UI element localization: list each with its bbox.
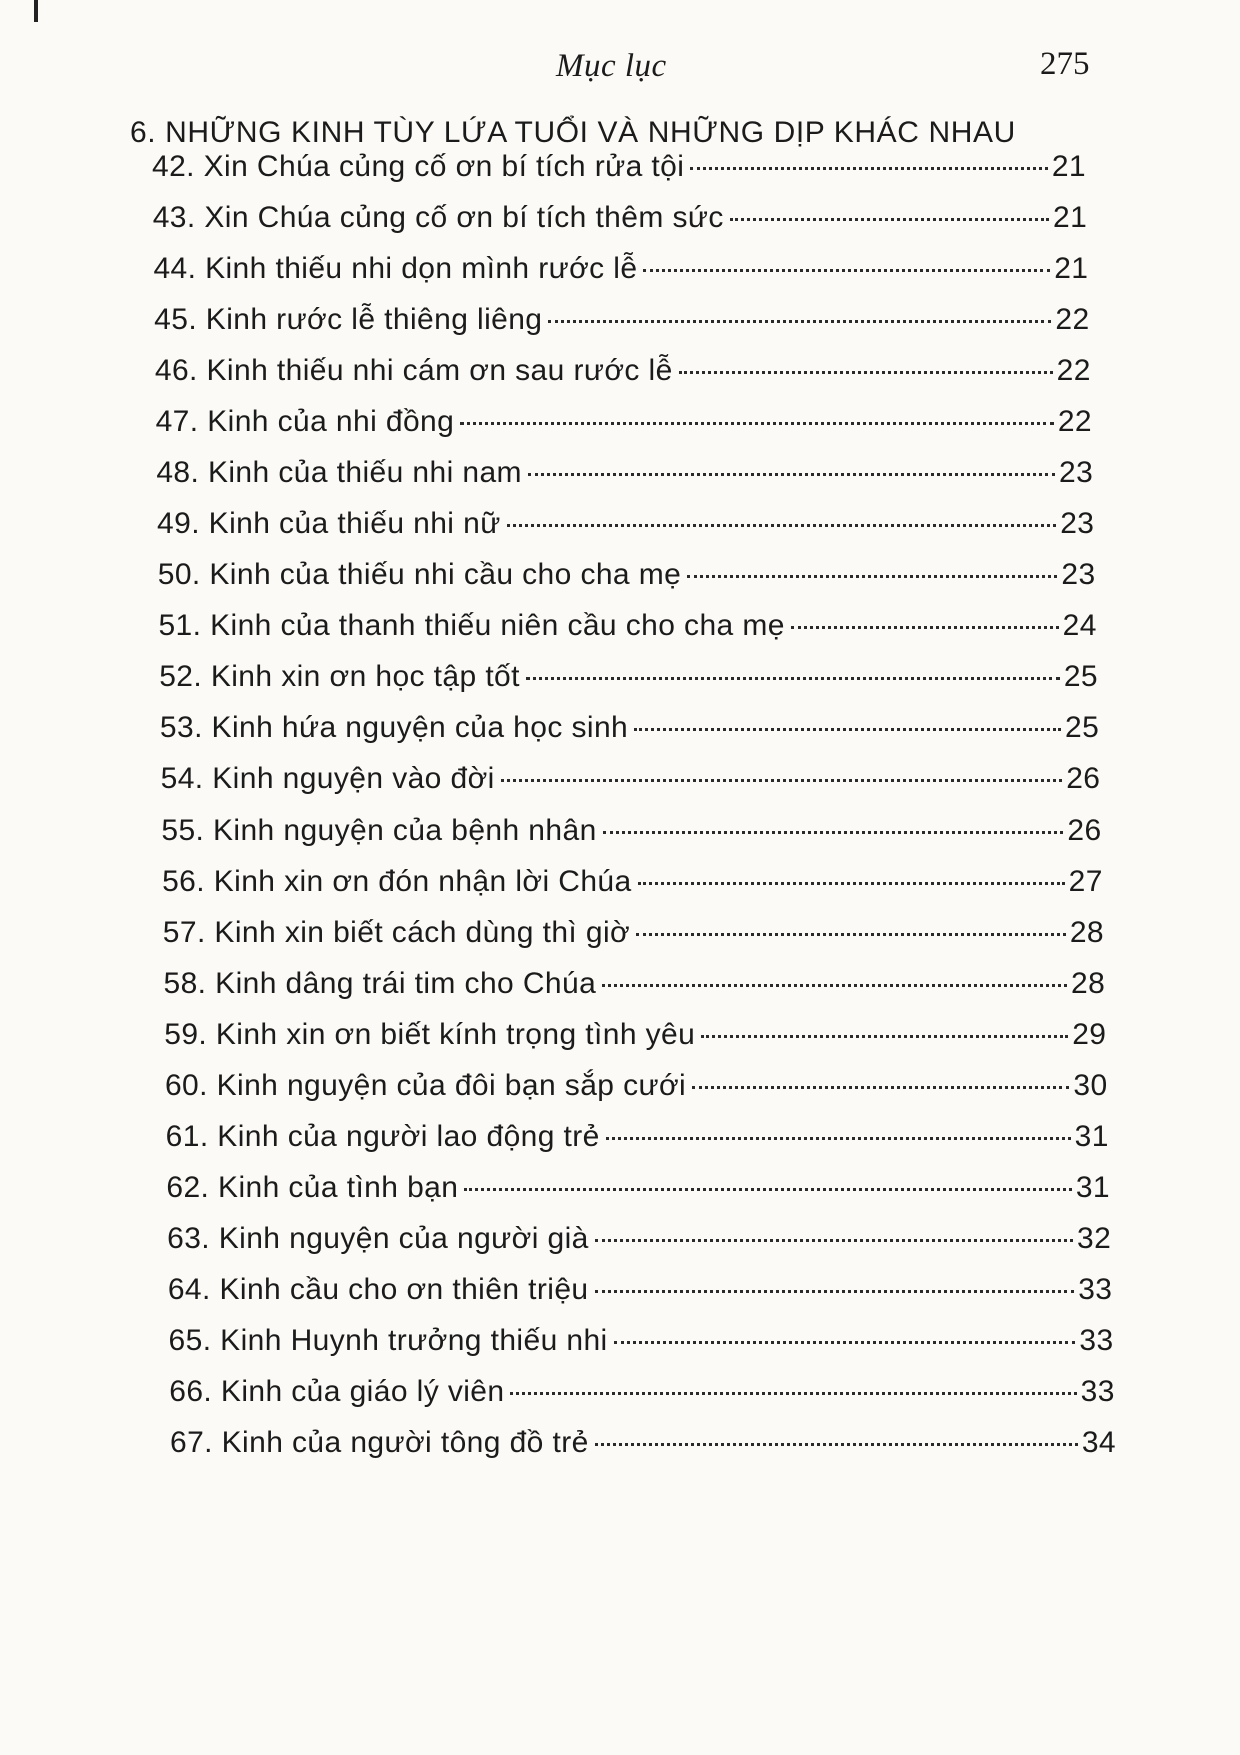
toc-entry bbox=[168, 1273, 1113, 1313]
toc-entry-page: 28 bbox=[1069, 915, 1104, 949]
toc-entry-title: 46. Kinh thiếu nhi cám ơn sau rước lễ bbox=[154, 354, 673, 388]
toc-entry-title: 42. Xin Chúa củng cố ơn bí tích rửa tội bbox=[152, 150, 685, 183]
toc-entry bbox=[155, 354, 1091, 394]
toc-entry bbox=[160, 711, 1099, 751]
toc-entry bbox=[163, 916, 1104, 956]
running-header-title: Mục lục bbox=[556, 48, 667, 84]
toc-entry-page: 22 bbox=[1055, 303, 1090, 337]
toc-entry-title: 63. Kinh nguyện của người già bbox=[167, 1221, 589, 1255]
toc-entry bbox=[164, 1018, 1106, 1058]
toc-entry-title: 64. Kinh cầu cho ơn thiên triệu bbox=[167, 1272, 589, 1306]
toc-entry-title: 55. Kinh nguyện của bệnh nhân bbox=[161, 813, 597, 847]
toc-entry bbox=[153, 201, 1087, 241]
toc-entry-page: 23 bbox=[1061, 558, 1096, 592]
toc-entry bbox=[162, 865, 1103, 905]
toc-entry bbox=[169, 1375, 1115, 1415]
toc-entry bbox=[158, 558, 1096, 598]
toc-entry-title: 57. Kinh xin biết cách dùng thì giờ bbox=[162, 915, 631, 949]
toc-entry-title: 56. Kinh xin ơn đón nhận lời Chúa bbox=[162, 864, 632, 898]
toc-entry-title: 58. Kinh dâng trái tim cho Chúa bbox=[163, 966, 597, 1000]
toc-entry bbox=[166, 1171, 1110, 1211]
toc-leader-dots bbox=[460, 422, 1054, 425]
toc-leader-dots bbox=[595, 1239, 1073, 1242]
toc-entry bbox=[152, 150, 1086, 190]
toc-entry-page: 34 bbox=[1081, 1426, 1116, 1459]
toc-entry-title: 48. Kinh của thiếu nhi nam bbox=[156, 456, 522, 490]
toc-leader-dots bbox=[507, 524, 1057, 527]
toc-leader-dots bbox=[528, 473, 1055, 476]
toc-leader-dots bbox=[510, 1392, 1076, 1395]
toc-leader-dots bbox=[595, 1290, 1075, 1293]
toc-entry-page: 22 bbox=[1056, 354, 1091, 388]
toc-entry bbox=[161, 814, 1101, 854]
toc-leader-dots bbox=[679, 371, 1053, 374]
toc-entry-title: 65. Kinh Huynh trưởng thiếu nhi bbox=[168, 1323, 608, 1357]
toc-entry-page: 25 bbox=[1063, 660, 1098, 694]
toc-leader-dots bbox=[634, 728, 1061, 731]
toc-entry-title: 51. Kinh của thanh thiếu niên cầu cho cha mẹ bbox=[158, 609, 785, 643]
section-heading: 6. NHỮNG KINH TÙY LỨA TUỔI VÀ NHỮNG DỊP KHÁC NHAU bbox=[130, 116, 1016, 149]
toc-entry-title: 53. Kinh hứa nguyện của học sinh bbox=[159, 711, 629, 745]
toc-entry-page: 33 bbox=[1079, 1323, 1114, 1357]
toc-leader-dots bbox=[603, 831, 1064, 834]
toc-leader-dots bbox=[464, 1188, 1071, 1191]
toc-entry-page: 26 bbox=[1067, 813, 1102, 847]
toc-leader-dots bbox=[690, 167, 1048, 170]
toc-entry-title: 52. Kinh xin ơn học tập tốt bbox=[159, 660, 520, 694]
toc-leader-dots bbox=[692, 1086, 1069, 1089]
toc-entry bbox=[154, 303, 1089, 343]
toc-entry-page: 29 bbox=[1072, 1017, 1107, 1051]
toc-entry-page: 24 bbox=[1062, 609, 1097, 643]
toc-leader-dots bbox=[526, 677, 1060, 680]
toc-entry-page: 26 bbox=[1066, 762, 1101, 796]
toc-leader-dots bbox=[687, 575, 1057, 578]
toc-entry-title: 61. Kinh của người lao động trẻ bbox=[165, 1119, 600, 1153]
toc-entry-page: 23 bbox=[1060, 507, 1095, 541]
toc-entry bbox=[153, 252, 1088, 292]
toc-entry bbox=[157, 507, 1094, 547]
toc-entry-page: 23 bbox=[1059, 456, 1094, 490]
toc-entry bbox=[156, 405, 1092, 445]
toc-entry-title: 47. Kinh của nhi đồng bbox=[155, 405, 455, 439]
toc-entry-page: 22 bbox=[1057, 405, 1092, 439]
toc-entry-title: 62. Kinh của tình bạn bbox=[166, 1170, 459, 1204]
toc-entry bbox=[156, 456, 1093, 496]
toc-entry bbox=[167, 1222, 1111, 1262]
toc-entry-title: 45. Kinh rước lễ thiêng liêng bbox=[154, 303, 543, 337]
toc-entry-page: 33 bbox=[1080, 1374, 1115, 1408]
toc-leader-dots bbox=[606, 1137, 1071, 1140]
toc-entry bbox=[161, 762, 1101, 802]
toc-entry-page: 21 bbox=[1051, 150, 1086, 183]
toc-leader-dots bbox=[643, 269, 1050, 272]
toc-leader-dots bbox=[636, 933, 1066, 936]
toc-entry-title: 44. Kinh thiếu nhi dọn mình rước lễ bbox=[153, 252, 638, 286]
toc-leader-dots bbox=[730, 218, 1049, 221]
toc-entry bbox=[164, 967, 1106, 1007]
toc-entry-page: 21 bbox=[1054, 252, 1089, 286]
toc-entry-title: 43. Xin Chúa củng cố ơn bí tích thêm sức bbox=[152, 201, 724, 235]
toc-entry-title: 60. Kinh nguyện của đôi bạn sắp cưới bbox=[164, 1068, 687, 1102]
toc-entry-page: 27 bbox=[1068, 864, 1103, 898]
page-edge-mark bbox=[34, 0, 38, 22]
toc-entry-page: 32 bbox=[1077, 1221, 1112, 1255]
toc-entry-title: 66. Kinh của giáo lý viên bbox=[169, 1374, 505, 1408]
toc-entry bbox=[170, 1426, 1116, 1466]
toc-entry bbox=[169, 1324, 1114, 1364]
toc-entry-page: 31 bbox=[1074, 1119, 1109, 1153]
toc-entry-title: 54. Kinh nguyện vào đời bbox=[160, 762, 495, 796]
toc-leader-dots bbox=[602, 984, 1067, 987]
toc-leader-dots bbox=[791, 626, 1059, 629]
toc-leader-dots bbox=[701, 1035, 1068, 1038]
toc-entry bbox=[165, 1069, 1108, 1109]
toc-entry-title: 59. Kinh xin ơn biết kính trọng tình yêu bbox=[164, 1017, 696, 1051]
toc-leader-dots bbox=[614, 1341, 1076, 1344]
toc-leader-dots bbox=[595, 1443, 1078, 1446]
page-number: 275 bbox=[1040, 46, 1090, 82]
toc-entry-title: 50. Kinh của thiếu nhi cầu cho cha mẹ bbox=[157, 558, 682, 592]
toc-entry-page: 21 bbox=[1053, 201, 1088, 235]
toc-entry-page: 25 bbox=[1065, 711, 1100, 745]
toc-entry bbox=[166, 1120, 1109, 1160]
toc-leader-dots bbox=[501, 779, 1062, 782]
toc-leader-dots bbox=[638, 882, 1065, 885]
toc-entry bbox=[159, 660, 1098, 700]
toc-entry bbox=[158, 609, 1096, 649]
toc-entry-page: 30 bbox=[1073, 1068, 1108, 1102]
toc-entry-page: 28 bbox=[1071, 966, 1106, 1000]
toc-entry-title: 49. Kinh của thiếu nhi nữ bbox=[157, 507, 501, 541]
toc-leader-dots bbox=[548, 320, 1051, 323]
toc-entry-page: 33 bbox=[1078, 1272, 1113, 1306]
toc-entry-title: 67. Kinh của người tông đồ trẻ bbox=[170, 1426, 589, 1459]
toc-entry-page: 31 bbox=[1075, 1170, 1110, 1204]
